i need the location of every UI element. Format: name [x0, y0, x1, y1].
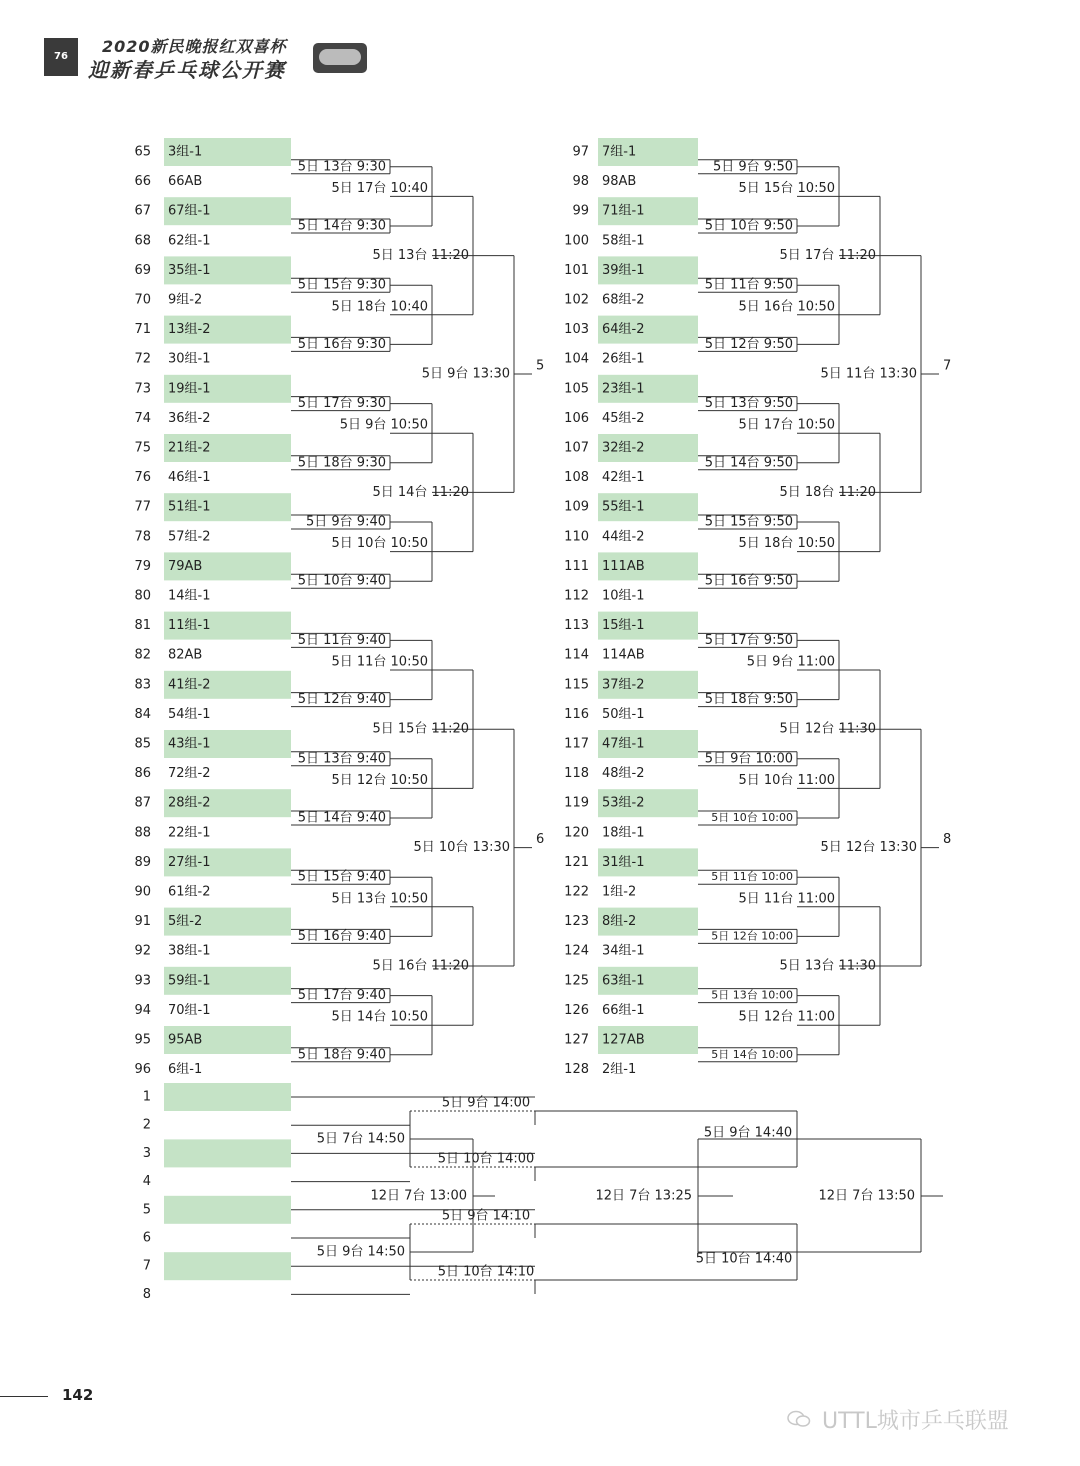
left-seed-number: 91 — [134, 914, 151, 930]
left-r1-label: 5日 12台 9:40 — [297, 692, 386, 708]
left-seed-number: 80 — [134, 588, 151, 604]
left-seed-number: 74 — [134, 410, 151, 426]
left-r3-label: 5日 13台 11:20 — [372, 248, 469, 264]
left-r1-label: 5日 15台 9:40 — [297, 869, 386, 885]
left-seed-number: 73 — [134, 381, 151, 397]
left-entry-name: 27组-1 — [168, 854, 211, 870]
right-entry-name: 10组-1 — [602, 588, 645, 604]
right-r1-label: 5日 13台 9:50 — [704, 396, 793, 412]
final-r1a-label: 5日 9台 14:00 — [441, 1095, 531, 1111]
final-seed-number: 6 — [142, 1230, 151, 1246]
left-r1-label: 5日 14台 9:30 — [297, 218, 386, 234]
right-entry-name: 34组-1 — [602, 943, 645, 959]
right-r4-label: 5日 12台 13:30 — [820, 840, 917, 856]
right-seed-number: 107 — [564, 440, 589, 456]
right-entry-name: 47组-1 — [602, 736, 645, 752]
left-entry-name: 62组-1 — [168, 233, 211, 249]
right-r1-label: 5日 9台 9:50 — [713, 159, 793, 175]
right-r3-label: 5日 17台 11:20 — [779, 248, 876, 264]
left-entry-name: 19组-1 — [168, 381, 211, 397]
left-r1-label: 5日 18台 9:40 — [297, 1047, 386, 1063]
left-r3-label: 5日 15台 11:20 — [372, 721, 469, 737]
right-seed-number: 114 — [564, 647, 589, 663]
right-r1-label: 5日 14台 10:00 — [711, 1047, 793, 1061]
right-seed-number: 128 — [564, 1062, 589, 1078]
right-seed-number: 123 — [564, 914, 589, 930]
left-entry-name: 11组-1 — [168, 618, 211, 634]
right-seed-number: 103 — [564, 322, 589, 338]
right-entry-name: 26组-1 — [602, 351, 645, 367]
left-entry-name: 59组-1 — [168, 973, 211, 989]
final-seed-number: 3 — [142, 1145, 151, 1161]
left-seed-number: 94 — [134, 1002, 151, 1018]
left-r3-label: 5日 14台 11:20 — [372, 484, 469, 500]
wechat-icon — [787, 1410, 811, 1428]
right-r3-label: 5日 13台 11:30 — [779, 958, 876, 974]
right-r1-label: 5日 12台 9:50 — [704, 336, 793, 352]
final-sf-b-label: 5日 9台 14:50 — [316, 1244, 405, 1260]
right-seed-number: 119 — [564, 795, 589, 811]
right-r1-label: 5日 10台 9:50 — [704, 218, 793, 234]
right-entry-name: 50组-1 — [602, 706, 645, 722]
right-entry-name: 32组-2 — [602, 440, 645, 456]
event-title-line1: 2020新民晚报红双喜杯 — [102, 37, 287, 56]
left-seed-number: 93 — [134, 973, 151, 989]
right-seed-number: 115 — [564, 677, 589, 693]
right-r1-label: 5日 16台 9:50 — [704, 573, 793, 589]
left-seed-number: 85 — [134, 736, 151, 752]
right-seed-number: 126 — [564, 1002, 589, 1018]
right-r1-label: 5日 11台 9:50 — [704, 277, 793, 293]
left-entry-name: 36组-2 — [168, 410, 211, 426]
left-seed-number: 65 — [134, 144, 151, 160]
left-entry-name: 66AB — [168, 174, 203, 190]
left-entry-name: 61组-2 — [168, 884, 211, 900]
watermark: UTTL城市乒乓联盟 — [822, 1409, 1009, 1434]
right-entry-name: 53组-2 — [602, 795, 645, 811]
right-seed-number: 125 — [564, 973, 589, 989]
right-seed-number: 116 — [564, 706, 589, 722]
left-seed-number: 95 — [134, 1032, 151, 1048]
right-r1-label: 5日 14台 9:50 — [704, 455, 793, 471]
left-entry-name: 82AB — [168, 647, 203, 663]
left-seed-number: 68 — [134, 233, 151, 249]
left-r2-label: 5日 18台 10:40 — [331, 299, 428, 315]
left-seed-number: 72 — [134, 351, 151, 367]
right-entry-name: 45组-2 — [602, 410, 645, 426]
left-r2-label: 5日 14台 10:50 — [331, 1009, 428, 1025]
left-entry-name: 95AB — [168, 1032, 203, 1048]
right-entry-name: 71组-1 — [602, 203, 645, 219]
page-number: 142 — [62, 1386, 94, 1404]
right-seed-number: 105 — [564, 381, 589, 397]
right-r4-label: 5日 11台 13:30 — [820, 366, 917, 382]
left-seed-number: 82 — [134, 647, 151, 663]
left-seed-number: 83 — [134, 677, 151, 693]
right-r2-label: 5日 15台 10:50 — [738, 180, 835, 196]
right-entry-name: 31组-1 — [602, 854, 645, 870]
right-seed-number: 97 — [572, 144, 589, 160]
left-entry-name: 51组-1 — [168, 499, 211, 515]
right-seed-number: 117 — [564, 736, 589, 752]
event-logo: 76 — [44, 38, 78, 76]
right-entry-name: 48组-2 — [602, 766, 645, 782]
left-seed-number: 81 — [134, 618, 151, 634]
right-seed-number: 118 — [564, 766, 589, 782]
left-r1-label: 5日 11台 9:40 — [297, 632, 386, 648]
right-seed-number: 124 — [564, 943, 589, 959]
final-mid-a-label: 5日 9台 14:40 — [703, 1125, 793, 1141]
final-seed-box — [164, 1139, 291, 1167]
left-r2-label: 5日 10台 10:50 — [331, 536, 428, 552]
left-entry-name: 5组-2 — [168, 914, 203, 930]
left-seed-number: 75 — [134, 440, 151, 456]
right-entry-name: 37组-2 — [602, 677, 645, 693]
final-seed-number: 4 — [142, 1174, 151, 1190]
right-r2-label: 5日 12台 11:00 — [738, 1009, 835, 1025]
left-entry-name: 54组-1 — [168, 706, 211, 722]
left-r2-label: 5日 13台 10:50 — [331, 891, 428, 907]
right-r1-label: 5日 13台 10:00 — [711, 988, 793, 1002]
left-seed-number: 69 — [134, 262, 151, 278]
left-entry-name: 72组-2 — [168, 766, 211, 782]
left-entry-name: 38组-1 — [168, 943, 211, 959]
left-entry-name: 35组-1 — [168, 262, 211, 278]
right-r3-label: 5日 18台 11:20 — [779, 484, 876, 500]
final-place3-label: 12日 7台 13:00 — [370, 1188, 467, 1204]
right-entry-name: 111AB — [602, 558, 645, 574]
right-entry-name: 127AB — [602, 1032, 645, 1048]
left-entry-name: 67组-1 — [168, 203, 211, 219]
left-r3-label: 5日 16台 11:20 — [372, 958, 469, 974]
right-entry-name: 66组-1 — [602, 1002, 645, 1018]
right-entry-name: 44组-2 — [602, 529, 645, 545]
left-r1-label: 5日 17台 9:40 — [297, 988, 386, 1004]
footer-rule — [0, 1396, 48, 1397]
left-r2-label: 5日 17台 10:40 — [331, 180, 428, 196]
left-seed-number: 78 — [134, 529, 151, 545]
right-entry-name: 2组-1 — [602, 1062, 637, 1078]
left-seed-number: 88 — [134, 825, 151, 841]
left-entry-name: 6组-1 — [168, 1062, 203, 1078]
left-r2-label: 5日 12台 10:50 — [331, 772, 428, 788]
right-seed-number: 112 — [564, 588, 589, 604]
right-entry-name: 64组-2 — [602, 322, 645, 338]
right-entry-name: 8组-2 — [602, 914, 637, 930]
right-entry-name: 18组-1 — [602, 825, 645, 841]
left-seed-number: 89 — [134, 854, 151, 870]
left-entry-name: 43组-1 — [168, 736, 211, 752]
final-seed-number: 7 — [142, 1258, 151, 1274]
right-r2-label: 5日 9台 11:00 — [746, 654, 835, 670]
left-entry-name: 14组-1 — [168, 588, 211, 604]
left-entry-name: 79AB — [168, 558, 203, 574]
right-seed-number: 122 — [564, 884, 589, 900]
right-seed-number: 101 — [564, 262, 589, 278]
right-r2-label: 5日 10台 11:00 — [738, 772, 835, 788]
left-entry-name: 57组-2 — [168, 529, 211, 545]
right-r2-label: 5日 16台 10:50 — [738, 299, 835, 315]
left-r1-label: 5日 18台 9:30 — [297, 455, 386, 471]
right-seed-number: 127 — [564, 1032, 589, 1048]
right-r1-label: 5日 18台 9:50 — [704, 692, 793, 708]
left-r1-label: 5日 17台 9:30 — [297, 396, 386, 412]
left-entry-name: 3组-1 — [168, 144, 203, 160]
right-entry-name: 7组-1 — [602, 144, 637, 160]
right-seed-number: 99 — [572, 203, 589, 219]
left-seed-number: 66 — [134, 174, 151, 190]
left-r1-label: 5日 13台 9:40 — [297, 751, 386, 767]
right-seed-number: 113 — [564, 618, 589, 634]
left-seed-number: 79 — [134, 558, 151, 574]
final-r1b-label: 5日 10台 14:00 — [437, 1151, 535, 1167]
left-seed-number: 87 — [134, 795, 151, 811]
left-seed-number: 84 — [134, 706, 151, 722]
left-r1-label: 5日 14台 9:40 — [297, 810, 386, 826]
right-r1-label: 5日 17台 9:50 — [704, 632, 793, 648]
right-seed-number: 106 — [564, 410, 589, 426]
right-entry-name: 58组-1 — [602, 233, 645, 249]
final-seed-box — [164, 1196, 291, 1224]
right-r1-label: 5日 15台 9:50 — [704, 514, 793, 530]
final-seed-number: 2 — [142, 1117, 151, 1133]
right-seed-number: 102 — [564, 292, 589, 308]
right-entry-name: 1组-2 — [602, 884, 637, 900]
right-seed-number: 98 — [572, 174, 589, 190]
right-entry-name: 15组-1 — [602, 618, 645, 634]
final-sf-a-label: 5日 7台 14:50 — [316, 1131, 405, 1147]
right-r2-label: 5日 18台 10:50 — [738, 536, 835, 552]
left-r1-label: 5日 10台 9:40 — [297, 573, 386, 589]
left-entry-name: 21组-2 — [168, 440, 211, 456]
left-entry-name: 22组-1 — [168, 825, 211, 841]
right-seed-number: 109 — [564, 499, 589, 515]
final-seed-number: 1 — [142, 1089, 151, 1105]
right-r1-label: 5日 9台 10:00 — [704, 751, 793, 767]
final-r1d-label: 5日 10台 14:10 — [437, 1264, 535, 1280]
left-entry-name: 28组-2 — [168, 795, 211, 811]
left-seed-number: 70 — [134, 292, 151, 308]
left-seed-number: 96 — [134, 1062, 151, 1078]
left-entry-name: 9组-2 — [168, 292, 203, 308]
event-title-line2: 迎新春乒乓球公开赛 — [88, 58, 286, 82]
right-r2-label: 5日 11台 11:00 — [738, 891, 835, 907]
right-seed-number: 104 — [564, 351, 589, 367]
final-final-label: 12日 7台 13:50 — [818, 1188, 915, 1204]
left-seed-number: 77 — [134, 499, 151, 515]
final-seed-box — [164, 1083, 291, 1111]
left-seed-number: 67 — [134, 203, 151, 219]
right-entry-name: 114AB — [602, 647, 645, 663]
right-entry-name: 98AB — [602, 174, 637, 190]
right-seed-number: 110 — [564, 529, 589, 545]
left-seed-number: 86 — [134, 766, 151, 782]
right-seed-number: 108 — [564, 470, 589, 486]
left-entry-name: 70组-1 — [168, 1002, 211, 1018]
left-r2-label: 5日 9台 10:50 — [339, 417, 428, 433]
left-position-label: 6 — [536, 832, 545, 848]
left-seed-number: 92 — [134, 943, 151, 959]
right-seed-number: 121 — [564, 854, 589, 870]
final-mid-b-label: 5日 10台 14:40 — [695, 1251, 793, 1267]
final-seed-box — [164, 1252, 291, 1280]
left-entry-name: 41组-2 — [168, 677, 211, 693]
right-r1-label: 5日 12台 10:00 — [711, 929, 793, 943]
left-r2-label: 5日 11台 10:50 — [331, 654, 428, 670]
final-seed-number: 8 — [142, 1286, 151, 1302]
left-position-label: 5 — [536, 358, 545, 374]
left-r1-label: 5日 16台 9:40 — [297, 928, 386, 944]
right-entry-name: 23组-1 — [602, 381, 645, 397]
left-r1-label: 5日 13台 9:30 — [297, 159, 386, 175]
right-position-label: 8 — [943, 832, 952, 848]
left-entry-name: 13组-2 — [168, 322, 211, 338]
right-entry-name: 55组-1 — [602, 499, 645, 515]
left-r4-label: 5日 9台 13:30 — [421, 366, 510, 382]
final-r1c-label: 5日 9台 14:10 — [441, 1208, 531, 1224]
right-entry-name: 68组-2 — [602, 292, 645, 308]
right-seed-number: 100 — [564, 233, 589, 249]
right-entry-name: 63组-1 — [602, 973, 645, 989]
left-r1-label: 5日 16台 9:30 — [297, 336, 386, 352]
left-r4-label: 5日 10台 13:30 — [413, 840, 510, 856]
right-r1-label: 5日 11台 10:00 — [711, 870, 793, 884]
left-r1-label: 5日 15台 9:30 — [297, 277, 386, 293]
left-seed-number: 71 — [134, 322, 151, 338]
right-entry-name: 39组-1 — [602, 262, 645, 278]
left-r1-label: 5日 9台 9:40 — [306, 514, 386, 530]
final-center-label: 12日 7台 13:25 — [595, 1188, 692, 1204]
right-r2-label: 5日 17台 10:50 — [738, 417, 835, 433]
right-entry-name: 42组-1 — [602, 470, 645, 486]
left-entry-name: 46组-1 — [168, 470, 211, 486]
right-position-label: 7 — [943, 358, 952, 374]
right-seed-number: 120 — [564, 825, 589, 841]
left-entry-name: 30组-1 — [168, 351, 211, 367]
right-r1-label: 5日 10台 10:00 — [711, 811, 793, 824]
final-seed-number: 5 — [142, 1202, 151, 1218]
right-r3-label: 5日 12台 11:30 — [779, 721, 876, 737]
left-seed-number: 76 — [134, 470, 151, 486]
right-seed-number: 111 — [564, 558, 589, 574]
left-seed-number: 90 — [134, 884, 151, 900]
